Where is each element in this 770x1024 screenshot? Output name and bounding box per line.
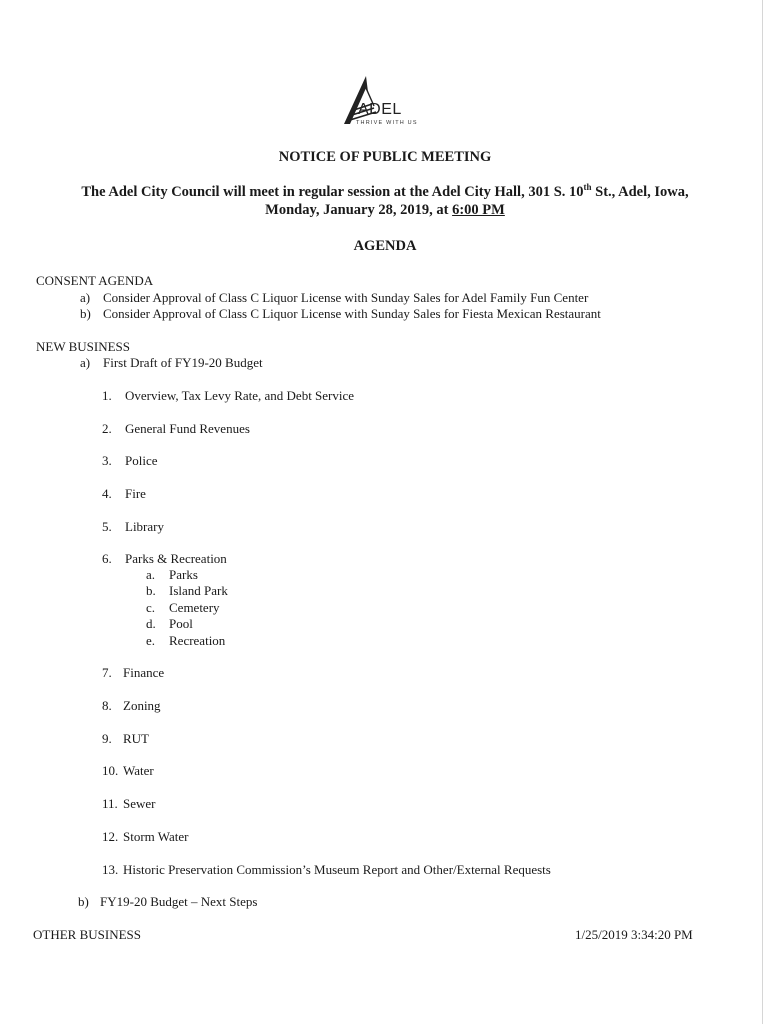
intro-line-1-sup: th [583, 182, 592, 193]
budget-item-7-text: Finance [123, 665, 165, 680]
budget-item-12-marker: 12. [102, 829, 119, 844]
budget-item-12-text: Storm Water [123, 829, 189, 844]
budget-item-5-text: Library [125, 519, 164, 534]
parks-sub-c [146, 600, 220, 616]
notice-title: NOTICE OF PUBLIC MEETING [278, 149, 492, 165]
budget-item-6-marker: 6. [102, 551, 112, 566]
parks-sub-d-text: Pool [169, 616, 193, 631]
print-timestamp: 1/25/2019 3:34:20 PM [575, 927, 693, 942]
adel-logo [338, 74, 430, 130]
budget-item-13 [102, 862, 551, 878]
budget-item-10-marker: 10. [102, 763, 119, 778]
consent-item-b-text: Consider Approval of Class C Liquor License with Sunday Sales for Fiesta Mexican Restaurant [103, 306, 601, 321]
budget-item-12 [102, 829, 189, 845]
logo-tagline: THRIVE WITH US [356, 120, 418, 126]
budget-item-11 [102, 796, 156, 812]
budget-item-3-marker: 3. [102, 453, 112, 468]
budget-item-1-text: Overview, Tax Levy Rate, and Debt Service [125, 388, 355, 403]
intro-line-2 [0, 202, 770, 219]
budget-item-1-marker: 1. [102, 388, 112, 403]
intro-line-1-text: The Adel City Council will meet in regular session at the Adel City Hall, 301 S. 10 [81, 184, 584, 200]
budget-item-1 [102, 388, 354, 404]
new-business-item-b-text: FY19-20 Budget – Next Steps [100, 894, 258, 909]
intro-line-1-tail: St., Adel, Iowa, [591, 184, 689, 200]
budget-item-9-marker: 9. [102, 731, 112, 746]
parks-sub-d [146, 616, 193, 632]
agenda-heading: AGENDA [353, 238, 417, 254]
budget-item-9-text: RUT [123, 731, 149, 746]
budget-item-4-text: Fire [125, 486, 146, 501]
parks-sub-d-marker: d. [146, 616, 156, 631]
parks-sub-c-text: Cemetery [169, 600, 220, 615]
consent-item-b [80, 306, 601, 322]
parks-sub-a [146, 567, 198, 583]
budget-item-10 [102, 763, 154, 779]
parks-sub-e-text: Recreation [169, 633, 226, 648]
budget-item-7 [102, 665, 164, 681]
parks-sub-c-marker: c. [146, 600, 156, 615]
parks-sub-e [146, 633, 225, 649]
budget-item-11-text: Sewer [123, 796, 156, 811]
budget-item-5 [102, 519, 164, 535]
budget-item-2-marker: 2. [102, 421, 112, 436]
parks-sub-a-marker: a. [146, 567, 156, 582]
other-business-heading: OTHER BUSINESS [33, 927, 141, 942]
new-business-heading: NEW BUSINESS [36, 339, 131, 354]
budget-item-3-text: Police [125, 453, 158, 468]
new-business-item-b-marker: b) [78, 894, 89, 909]
consent-item-a-text: Consider Approval of Class C Liquor License with Sunday Sales for Adel Family Fun Center [103, 290, 589, 305]
parks-sub-b [146, 583, 228, 599]
consent-item-a-marker: a) [80, 290, 91, 305]
budget-item-13-marker: 13. [102, 862, 119, 877]
budget-item-5-marker: 5. [102, 519, 112, 534]
meeting-time: 6:00 PM [452, 202, 505, 218]
new-business-item-a [80, 355, 263, 371]
budget-item-3 [102, 453, 158, 469]
budget-item-8-text: Zoning [123, 698, 161, 713]
consent-agenda-heading: CONSENT AGENDA [36, 273, 154, 288]
budget-item-9 [102, 731, 149, 747]
budget-item-6-text: Parks & Recreation [125, 551, 227, 566]
new-business-item-a-text: First Draft of FY19-20 Budget [103, 355, 263, 370]
budget-item-2 [102, 421, 250, 437]
budget-item-11-marker: 11. [102, 796, 118, 811]
parks-sub-b-marker: b. [146, 583, 156, 598]
intro-line-1 [0, 184, 770, 201]
consent-item-a [80, 290, 588, 306]
consent-item-b-marker: b) [80, 306, 91, 321]
new-business-item-a-marker: a) [80, 355, 91, 370]
budget-item-7-marker: 7. [102, 665, 112, 680]
parks-sub-b-text: Island Park [169, 583, 228, 598]
parks-sub-a-text: Parks [169, 567, 198, 582]
budget-item-8-marker: 8. [102, 698, 112, 713]
budget-item-10-text: Water [123, 763, 154, 778]
budget-item-2-text: General Fund Revenues [125, 421, 250, 436]
budget-item-8 [102, 698, 161, 714]
budget-item-13-text: Historic Preservation Commission’s Museum Report and Other/External Requests [123, 862, 551, 877]
budget-item-6 [102, 551, 227, 567]
new-business-item-b [78, 894, 257, 910]
budget-item-4-marker: 4. [102, 486, 112, 501]
budget-item-4 [102, 486, 146, 502]
intro-line-2-text: Monday, January 28, 2019, at [265, 202, 453, 218]
logo-wordmark: ADEL [358, 101, 402, 118]
parks-sub-e-marker: e. [146, 633, 156, 648]
